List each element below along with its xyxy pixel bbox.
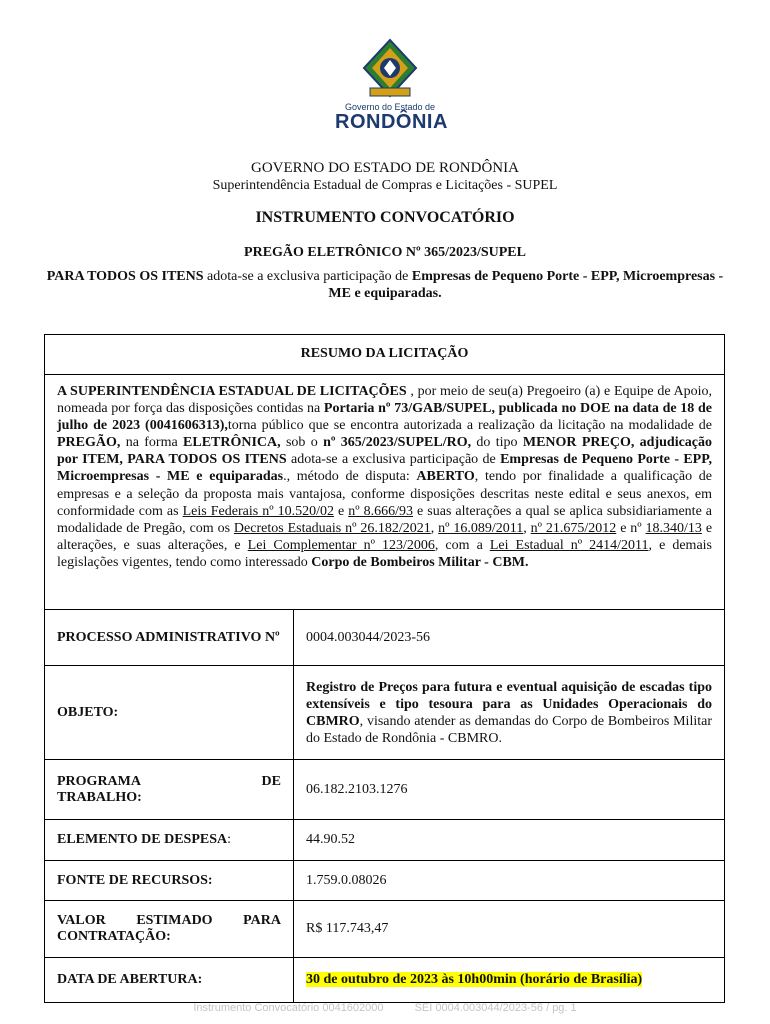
fonte-value: 1.759.0.08026: [294, 861, 725, 901]
law-link: nº 21.675/2012: [530, 520, 617, 536]
table-row: [45, 820, 725, 861]
summary-seg: do tipo: [471, 435, 523, 451]
summary-table: [44, 609, 725, 1003]
notice-bold-2: Empresas de Pequeno Porte - EPP, Microempresas - ME e equiparadas.: [328, 269, 724, 301]
objeto-value: [294, 666, 725, 760]
table-row: [45, 760, 725, 820]
elemento-value: 44.90.52: [294, 820, 725, 861]
state-logo: [335, 38, 448, 133]
summary-seg: Corpo de Bombeiros Militar - CBM.: [311, 554, 529, 570]
summary-seg: , com a: [434, 537, 490, 553]
programa-label: [45, 760, 294, 820]
summary-seg: na forma: [120, 435, 184, 451]
programa-label-a: PROGRAMA: [57, 773, 141, 789]
processo-value: 0004.003044/2023-56: [294, 610, 725, 666]
law-link: nº 16.089/2011: [438, 520, 524, 536]
summary-seg: nº 365/2023/SUPEL/RO,: [323, 435, 472, 451]
summary-seg: ., método de disputa:: [283, 469, 417, 485]
summary-seg: MENOR PREÇO, adjudicação por ITEM, PARA TODOS OS ITENS: [57, 435, 713, 468]
summary-seg: torna público que se encontra autorizada a realização da licitação na modalidade de: [227, 418, 712, 434]
summary-seg: , tendo por finalidade a qualificação de empresas e a seleção da proposta mais vantajosa, conforme disposições descritas neste edital e seus anexos, em conformidade com as: [57, 469, 712, 519]
summary-seg: , e demais legislações vigentes, tendo como interessado: [57, 537, 712, 570]
notice-text: adota-se a exclusiva participação de: [203, 269, 412, 284]
summary-seg: ,: [430, 520, 439, 536]
summary-seg: ABERTO: [416, 469, 475, 485]
table-row: [45, 666, 725, 760]
government-heading: GOVERNO DO ESTADO DE RONDÔNIA: [251, 160, 519, 176]
objeto-value-rest: , visando atender as demandas do Corpo de Bombeiros Militar do Estado de Rondônia - CBMRO.: [306, 713, 712, 746]
summary-seg: e: [333, 503, 349, 519]
objeto-value-bold: Registro de Preços para futura e eventual aquisição de escadas tipo extensíveis e tipo tesoura para as Unidades Operacionais do CBMRO: [306, 679, 712, 729]
summary-seg: e nº: [616, 520, 646, 536]
footer-right: SEI 0004.003044/2023-56 / pg. 1: [414, 1002, 577, 1014]
logo-title: RONDÔNIA: [335, 111, 448, 133]
law-link: Lei Complementar nº 123/2006: [247, 537, 435, 553]
valor-value: R$ 117.743,47: [294, 901, 725, 958]
programa-value: 06.182.2103.1276: [294, 760, 725, 820]
elemento-label-colon: :: [227, 832, 232, 847]
summary-seg: adota-se a exclusiva participação de: [286, 452, 501, 468]
law-link: Leis Federais nº 10.520/02: [182, 503, 334, 519]
programa-label-c: TRABALHO:: [57, 789, 142, 805]
agency-heading: Superintendência Estadual de Compras e Licitações - SUPEL: [212, 178, 558, 193]
summary-seg: ELETRÔNICA,: [183, 435, 281, 451]
programa-label-b: DE: [261, 773, 281, 789]
footer-left: Instrumento Convocatório 0041602000: [193, 1002, 384, 1014]
opening-date-highlight: 30 de outubro de 2023 às 10h00min (horário de Brasília): [306, 972, 643, 987]
summary-seg: e suas alterações a qual se aplica subsidiariamente a modalidade de Pregão, com os: [57, 503, 713, 536]
law-link: Lei Estadual nº 2414/2011: [489, 537, 649, 553]
law-link: 18.340/13: [645, 520, 702, 536]
table-row: [45, 610, 725, 666]
table-row: [45, 901, 725, 958]
pregao-number: PREGÃO ELETRÔNICO Nº 365/2023/SUPEL: [244, 245, 526, 260]
summary-heading: RESUMO DA LICITAÇÃO: [44, 334, 725, 375]
summary-seg: PREGÃO,: [57, 435, 121, 451]
objeto-label: OBJETO:: [45, 666, 294, 760]
summary-seg: Empresas de Pequeno Porte - EPP, Microempresas - ME e equiparadas: [57, 452, 712, 485]
summary-seg: ,: [523, 520, 531, 536]
elemento-label: [45, 820, 294, 861]
participation-notice: [40, 268, 730, 302]
summary-seg: e alterações, e suas alterações, e: [57, 520, 713, 553]
summary-seg: , por meio de seu(a) Pregoeiro (a) e Equipe de Apoio, nomeada por força das disposições contidas na: [57, 384, 712, 417]
valor-label: [45, 901, 294, 958]
page-footer: [0, 1002, 770, 1014]
coat-of-arms-icon: [358, 38, 422, 100]
summary-seg: A SUPERINTENDÊNCIA ESTADUAL DE LICITAÇÕES: [57, 384, 407, 399]
elemento-label-text: ELEMENTO DE DESPESA: [57, 832, 228, 847]
law-link: Decretos Estaduais nº 26.182/2021: [233, 520, 431, 536]
valor-label-text: VALOR ESTIMADO PARA CONTRATAÇÃO:: [57, 913, 281, 944]
data-label: DATA DE ABERTURA:: [45, 958, 294, 1003]
law-link: nº 8.666/93: [348, 503, 414, 519]
summary-seg: sob o: [280, 435, 324, 451]
document-title: INSTRUMENTO CONVOCATÓRIO: [255, 209, 515, 226]
data-value: [294, 958, 725, 1003]
notice-bold-1: PARA TODOS OS ITENS: [46, 269, 204, 284]
table-row: [45, 958, 725, 1003]
fonte-label: FONTE DE RECURSOS:: [45, 861, 294, 901]
summary-seg: Portaria nº 73/GAB/SUPEL, publicada no DOE na data de 18 de julho de 2023 (0041606313),: [57, 401, 712, 434]
processo-label: PROCESSO ADMINISTRATIVO Nº: [45, 610, 294, 666]
summary-text: [44, 374, 725, 610]
logo-subtitle: Governo do Estado de: [344, 102, 436, 112]
table-row: [45, 861, 725, 901]
